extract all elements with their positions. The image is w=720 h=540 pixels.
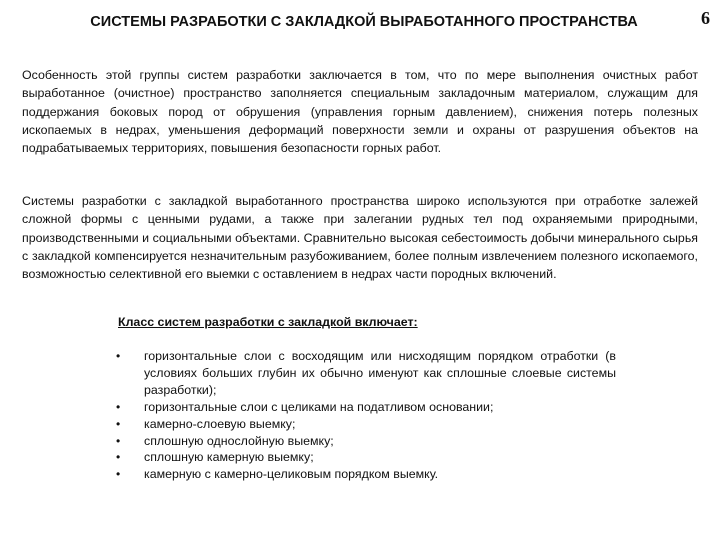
list-item-text: горизонтальные слои с целиками на податливом основании; xyxy=(144,399,494,414)
list-item xyxy=(112,416,616,433)
bullet-icon: • xyxy=(116,349,121,363)
bullet-icon: • xyxy=(116,467,121,482)
list-item-text: сплошную однослойную выемку; xyxy=(144,433,334,448)
bullet-icon: • xyxy=(116,433,121,448)
list-item xyxy=(112,449,616,466)
list-item-text: сплошную камерную выемку; xyxy=(144,450,314,465)
list-item-text: камерную с камерно-целиковым порядком выемку. xyxy=(144,467,439,482)
bullet-icon: • xyxy=(116,416,121,431)
list-item-text: горизонтальные слои с восходящим или нисходящим порядком отработки (в условиях больших глубин их обычно именуют как сплошные слоевые системы разработки); xyxy=(144,349,616,397)
paragraph-intro: Особенность этой группы систем разработки заключается в том, что по мере выполнения очистных работ выработанное (очистное) пространство заполняется специальным закладочным материалом, служащим для поддержания боковых пород от обрушения (управления горным давлением), снижения потерь полезных ископаемых в недрах, уменьшения деформаций поверхности земли и охраны от разрушения объектов на подрабатываемых территориях, повышения безопасности горных работ. xyxy=(22,68,698,156)
list-item xyxy=(112,433,616,450)
class-heading: Класс систем разработки с закладкой включает: xyxy=(118,315,418,329)
paragraph-usage: Системы разработки с закладкой выработанного пространства широко используются при отработке залежей сложной формы с ценными рудами, а также при залегании рудных тел под охраняемыми природными, производственными и социальными объектами. Сравнительно высокая себестоимость добычи минерального сырья с закладкой компенсируется незначительным разубоживанием, более полным извлечением полезного ископаемого, возможностью селективной его выемки с оставлением в недрах части породных включений. xyxy=(22,194,698,282)
page-number: 6 xyxy=(701,8,710,28)
bullet-icon: • xyxy=(116,399,121,414)
bullet-icon: • xyxy=(116,450,121,465)
list-item xyxy=(112,466,616,483)
class-list xyxy=(112,348,616,483)
list-item xyxy=(112,348,616,399)
list-item-text: камерно-слоевую выемку; xyxy=(144,416,296,431)
page-title: СИСТЕМЫ РАЗРАБОТКИ С ЗАКЛАДКОЙ ВЫРАБОТАННОГО ПРОСТРАНСТВА xyxy=(90,14,638,30)
list-item xyxy=(112,399,616,416)
